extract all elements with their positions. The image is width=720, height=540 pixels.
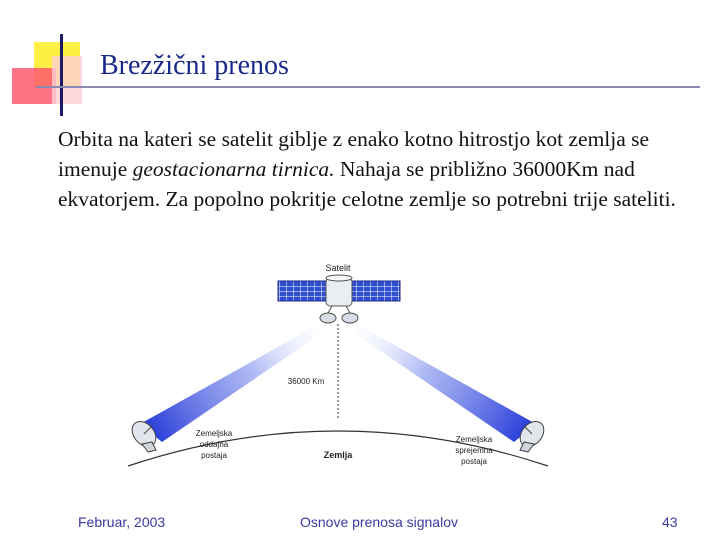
- body-text-part-1: Orbita na kateri se satelit giblje z enako kotno hitrostjo kot zemlja se imenuje: [58, 127, 650, 181]
- satellite-icon: [278, 275, 400, 323]
- receiving-station-label-1: Zemeljska: [455, 435, 493, 444]
- footer-page-number: 43: [662, 514, 678, 530]
- downlink-beam: [338, 318, 536, 442]
- satellite-label: Satelit: [325, 263, 351, 273]
- transmitting-station-label-2: oddajna: [199, 440, 229, 449]
- footer-date: Februar, 2003: [78, 514, 166, 530]
- decor-pink-square: [52, 56, 82, 104]
- transmitting-station-label-1: Zemeljska: [195, 429, 233, 438]
- body-text-emphasis: geostacionarna tirnica.: [132, 157, 335, 181]
- transmitting-station-label-3: postaja: [201, 451, 227, 460]
- footer-title: Osnove prenosa signalov: [300, 514, 458, 530]
- slide-body-text: [58, 124, 698, 214]
- earth-label: Zemlja: [323, 450, 353, 460]
- satellite-diagram: [118, 256, 558, 481]
- distance-label: 36000 Km: [287, 377, 325, 386]
- slide-title: Brezžični prenos: [100, 50, 289, 81]
- body-text-part-2: Nahaja se približno 36000Km nad ekvatorjem. Za popolno pokritje celotne zemlje so potrebni trije sateliti.: [58, 157, 676, 211]
- receiving-station-label-2: sprejemna: [455, 446, 493, 455]
- title-underline: [36, 86, 700, 88]
- receiving-station-label-3: postaja: [461, 457, 487, 466]
- decor-vertical-line: [60, 34, 63, 116]
